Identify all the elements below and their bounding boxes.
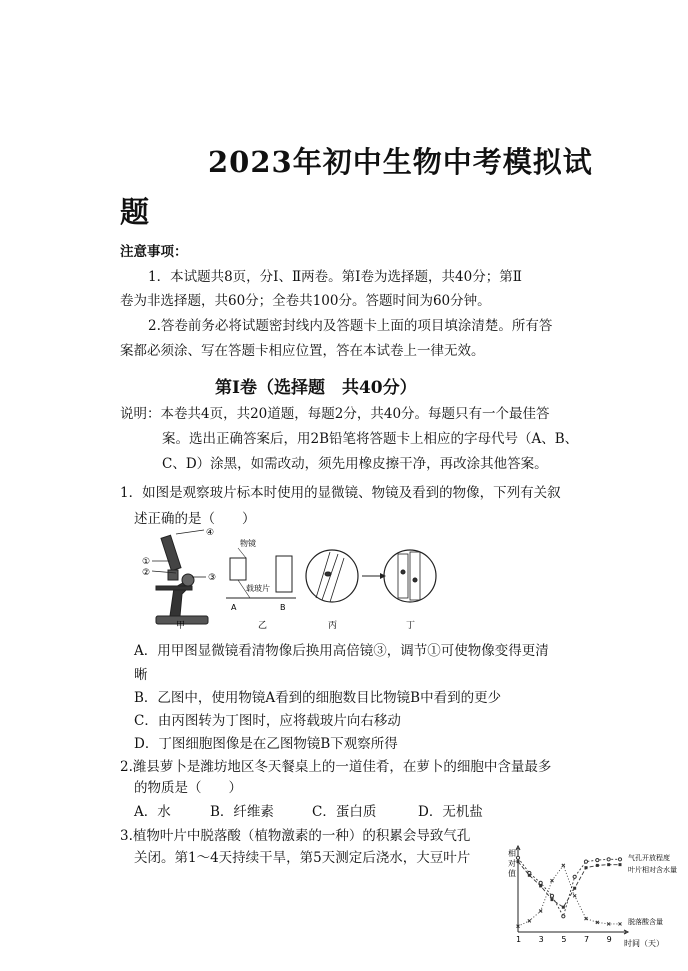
series-2-point-7	[585, 866, 588, 869]
legend-entry-3: 脱落酸含量	[628, 918, 663, 926]
x-tick-label-3: 3	[538, 935, 544, 944]
fig-label-bing: 丙	[328, 621, 338, 631]
series-1-point-7	[584, 860, 587, 863]
q2-option-d: D．无机盐	[418, 804, 483, 820]
q1-option-b: B．乙图中，使用物镜A看到的细胞数目比物镜B中看到的更少	[134, 690, 502, 706]
legend-entry-1: 气孔开放程度	[628, 854, 670, 862]
q1-figure	[130, 528, 440, 632]
cell-view-bing	[306, 550, 358, 602]
series-2-point-1	[517, 860, 520, 863]
q2-stem-line2: 的物质是（ ）	[134, 780, 242, 796]
series-1-point-1	[516, 856, 519, 859]
y-label-char-3: 值	[508, 869, 516, 878]
fig-marker-4: ④	[206, 528, 215, 538]
series-2-point-10	[619, 863, 622, 866]
notice-heading: 注意事项：	[120, 244, 188, 260]
series-1-point-8	[596, 858, 599, 861]
series-line-3	[518, 865, 620, 926]
q1-option-a-line2: 晰	[134, 667, 148, 683]
fig-marker-1: ①	[142, 557, 151, 567]
cell-view-ding	[384, 550, 436, 602]
fig-lens-a: A	[231, 603, 237, 612]
y-label-char-1: 相	[508, 849, 516, 858]
series-line-2	[518, 862, 620, 908]
q2-option-c: C．蛋白质	[312, 804, 377, 820]
q1-stem-line1: 1．如图是观察玻片标本时使用的显微镜、物镜及看到的物像，下列有关叙	[120, 485, 561, 501]
notice-item2-line1: 2.答卷前务必将试题密封线内及答题卡上面的项目填涂清楚。所有答	[148, 318, 553, 334]
notice-item1-line1: 1．本试题共8页，分Ⅰ、Ⅱ两卷。第Ⅰ卷为选择题，共40分；第Ⅱ	[148, 269, 522, 285]
series-3-point-3	[539, 910, 542, 913]
q2-option-a: A．水	[134, 804, 171, 820]
q2-option-b: B．纤维素	[210, 804, 274, 820]
fig-label-ding: 丁	[406, 621, 416, 631]
series-1-point-4	[550, 894, 553, 897]
series-2-point-3	[539, 884, 542, 887]
series-3-point-4	[551, 879, 554, 882]
x-tick-label-5: 5	[561, 935, 567, 944]
title-line2: 题	[120, 195, 150, 229]
instructions-line3: C、D）涂黑，如需改动，须先用橡皮擦干净，再改涂其他答案。	[162, 456, 548, 472]
q1-option-d: D．丁图细胞图像是在乙图物镜B下观察所得	[134, 736, 398, 752]
notice-item1-line2: 卷为非选择题，共60分；全卷共100分。答题时间为60分钟。	[120, 293, 491, 309]
series-3-point-10	[619, 922, 622, 925]
q2-stem-line1: 2.潍县萝卜是潍坊地区冬天餐桌上的一道佳肴，在萝卜的细胞中含量最多	[120, 759, 552, 775]
q3-stem-line2: 关闭。第1～4天持续干旱，第5天测定后浇水，大豆叶片	[134, 850, 471, 866]
fig-marker-3: ③	[208, 573, 217, 583]
fig-label-jia: 甲	[176, 621, 186, 631]
q1-option-a-line1: A．用甲图显微镜看清物像后换用高倍镜③，调节①可使物像变得更清	[134, 643, 549, 659]
instructions-line2: 案。选出正确答案后，用2B铅笔将答题卡上相应的字母代号（A、B、	[162, 431, 579, 447]
q3-stem-line1: 3.植物叶片中脱落酸（植物激素的一种）的积累会导致气孔	[120, 828, 471, 844]
series-1-point-9	[607, 858, 610, 861]
series-3-point-2	[528, 919, 531, 922]
fig-marker-2: ②	[142, 568, 151, 578]
x-tick-label-7: 7	[584, 935, 590, 944]
q1-option-c: C．由丙图转为丁图时，应将载玻片向右移动	[134, 713, 401, 729]
fig-label-yi: 乙	[258, 621, 268, 631]
series-1-point-5	[562, 915, 565, 918]
section-title: 第Ⅰ卷（选择题 共40分）	[215, 378, 417, 398]
q3-chart	[496, 838, 686, 966]
instructions-line1: 说明：本卷共4页，共20道题，每题2分，共40分。每题只有一个最佳答	[120, 406, 550, 422]
microscope-drawing	[152, 530, 208, 624]
series-1-point-3	[539, 881, 542, 884]
series-3-point-6	[573, 894, 576, 897]
q1-stem-line2: 述正确的是（ ）	[134, 511, 256, 527]
series-2-point-8	[596, 864, 599, 867]
series-3-point-5	[562, 864, 565, 867]
arrow-head-icon	[380, 573, 386, 579]
series-2-point-4	[551, 898, 554, 901]
series-2-point-9	[607, 863, 610, 866]
x-label: 时间（天）	[624, 939, 664, 948]
series-3-point-7	[585, 917, 588, 920]
series-2-point-2	[528, 874, 531, 877]
fig-objective-label: 物镜	[240, 539, 256, 548]
x-tick-label-1: 1	[516, 935, 522, 944]
series-1-point-6	[573, 875, 576, 878]
legend-entry-2: 叶片相对含水量	[628, 866, 677, 874]
series-2-point-6	[573, 887, 576, 890]
x-tick-label-9: 9	[606, 935, 612, 944]
fig-lens-b: B	[280, 603, 286, 612]
series-line-1	[518, 858, 620, 917]
title-line1: 2023年初中生物中考模拟试	[208, 145, 593, 179]
y-label-char-2: 对	[508, 859, 516, 868]
series-2-point-5	[562, 906, 565, 909]
notice-item2-line2: 案都必须涂、写在答题卡相应位置，答在本试卷上一律无效。	[120, 343, 485, 359]
fig-slide-label: 载玻片	[246, 584, 270, 593]
series-1-point-10	[618, 858, 621, 861]
